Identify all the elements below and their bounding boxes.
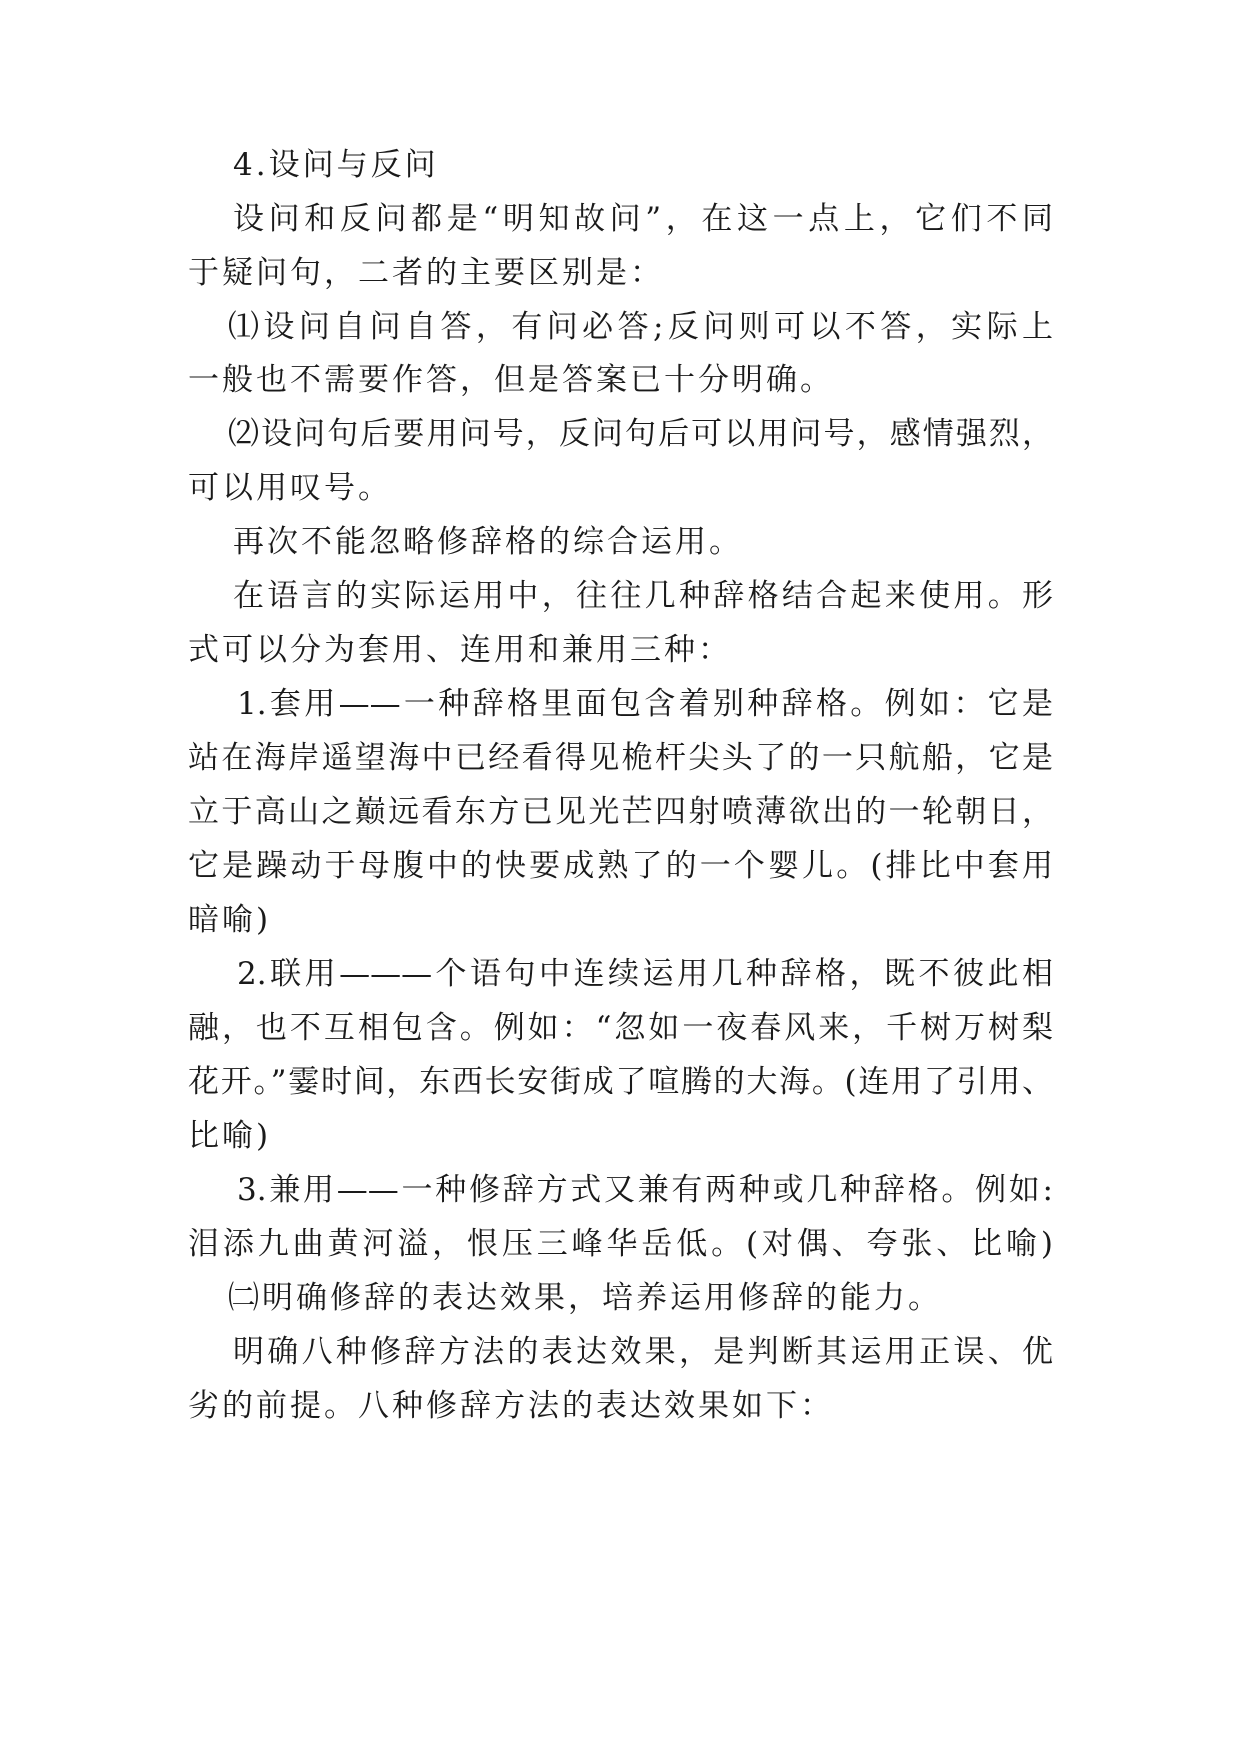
subsection-heading: ㈡明确修辞的表达效果，培养运用修辞的能力。 (228, 1280, 942, 1316)
paragraph-line: 1.套用——一种辞格里面包含着别种辞格。例如：它是 (237, 686, 1053, 722)
paragraph-line: 泪添九曲黄河溢，恨压三峰华岳低。(对偶、夸张、比喻) (188, 1226, 1053, 1262)
paragraph-line: 它是躁动于母腹中的快要成熟了的一个婴儿。(排比中套用 (188, 848, 1053, 884)
paragraph-line: 站在海岸遥望海中已经看得见桅杆尖头了的一只航船，它是 (188, 740, 1053, 776)
paragraph-line: 明确八种修辞方法的表达效果，是判断其运用正误、优 (233, 1334, 1053, 1370)
paragraph-line: 立于高山之巅远看东方已见光芒四射喷薄欲出的一轮朝日， (188, 794, 1053, 830)
paragraph-line: 式可以分为套用、连用和兼用三种： (188, 632, 732, 668)
paragraph-line: 花开。”霎时间，东西长安街成了喧腾的大海。(连用了引用、 (188, 1064, 1053, 1100)
paragraph-line: 于疑问句，二者的主要区别是： (188, 255, 664, 291)
paragraph-line: ⑴设问自问自答，有问必答;反问则可以不答，实际上 (228, 309, 1053, 345)
paragraph-line: 暗喻) (188, 902, 272, 938)
paragraph-line: 3.兼用——一种修辞方式又兼有两种或几种辞格。例如: (237, 1172, 1053, 1208)
section-heading: 4.设问与反问 (233, 147, 439, 183)
paragraph-line: 比喻) (188, 1118, 272, 1154)
paragraph-line: 可以用叹号。 (188, 470, 392, 506)
paragraph-line: ⑵设问句后要用问号，反问句后可以用问号，感情强烈， (228, 416, 1053, 452)
paragraph-line: 一般也不需要作答，但是答案已十分明确。 (188, 362, 834, 398)
paragraph-line: 融，也不互相包含。例如：“忽如一夜春风来，千树万树梨 (188, 1010, 1053, 1046)
paragraph-line: 设问和反问都是“明知故问”，在这一点上，它们不同 (233, 201, 1053, 237)
paragraph-line: 劣的前提。八种修辞方法的表达效果如下： (188, 1388, 834, 1424)
paragraph-line: 在语言的实际运用中，往往几种辞格结合起来使用。形 (233, 578, 1053, 614)
paragraph-line: 2.联用———个语句中连续运用几种辞格，既不彼此相 (237, 956, 1053, 992)
paragraph-line: 再次不能忽略修辞格的综合运用。 (233, 524, 743, 560)
